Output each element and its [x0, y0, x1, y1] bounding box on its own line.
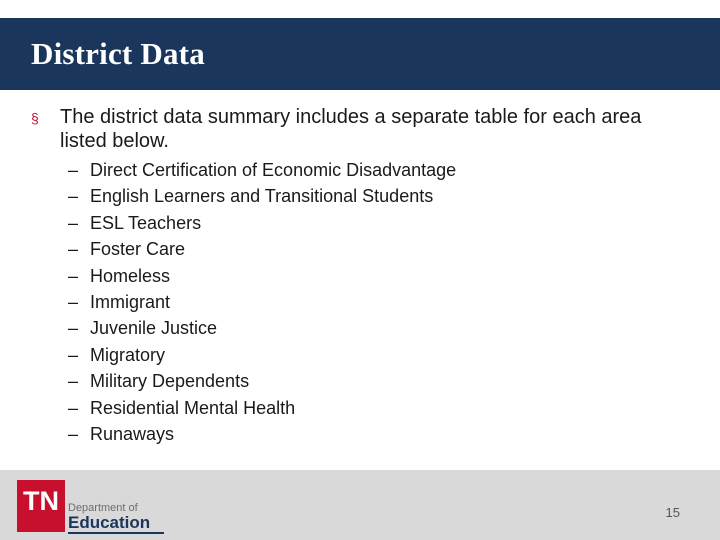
area-label: Immigrant [90, 292, 171, 313]
area-list-item [30, 315, 690, 341]
dash-marker: – [68, 239, 79, 260]
area-list-item [30, 421, 690, 447]
dash-marker: – [68, 265, 79, 286]
area-list-item [30, 395, 690, 421]
area-list-item [30, 289, 690, 315]
area-list [30, 157, 690, 447]
area-label: Residential Mental Health [90, 397, 296, 418]
dash-marker: – [68, 212, 79, 233]
area-label: Foster Care [90, 239, 186, 260]
dash-marker: – [68, 292, 79, 313]
area-label: ESL Teachers [90, 212, 202, 233]
area-list-item [30, 210, 690, 236]
area-label: English Learners and Transitional Students [90, 186, 434, 207]
area-label: Juvenile Justice [90, 318, 218, 339]
dash-marker: – [68, 186, 79, 207]
area-list-item [30, 236, 690, 262]
tn-badge [17, 480, 65, 532]
dash-marker: – [68, 344, 79, 365]
dash-marker: – [68, 160, 79, 180]
bullet-square-icon: § [31, 110, 39, 126]
main-bullet-text: The district data summary includes a separate table for each area listed below. [60, 106, 642, 152]
dash-marker: – [68, 371, 79, 392]
dash-marker: – [68, 397, 79, 418]
logo-department-text: Department of [68, 502, 138, 514]
area-list-item [30, 368, 690, 394]
area-label: Homeless [90, 265, 171, 286]
tn-education-logo [17, 480, 157, 532]
area-list-item [30, 342, 690, 368]
area-list-item [30, 157, 690, 183]
area-label: Direct Certification of Economic Disadvantage [90, 160, 457, 180]
slide-content [30, 105, 690, 447]
area-list-item [30, 263, 690, 289]
page-number: 15 [665, 505, 680, 520]
logo-education-text: Education [68, 513, 151, 532]
main-bullet [30, 105, 690, 153]
dash-marker: – [68, 424, 79, 445]
area-label: Runaways [90, 424, 175, 445]
logo-underline [68, 532, 164, 534]
dash-marker: – [68, 318, 79, 339]
tn-abbreviation: TN [23, 486, 59, 516]
area-list-item [30, 183, 690, 209]
slide-title: District Data [31, 36, 205, 71]
area-label: Military Dependents [90, 371, 250, 392]
area-label: Migratory [90, 344, 166, 365]
